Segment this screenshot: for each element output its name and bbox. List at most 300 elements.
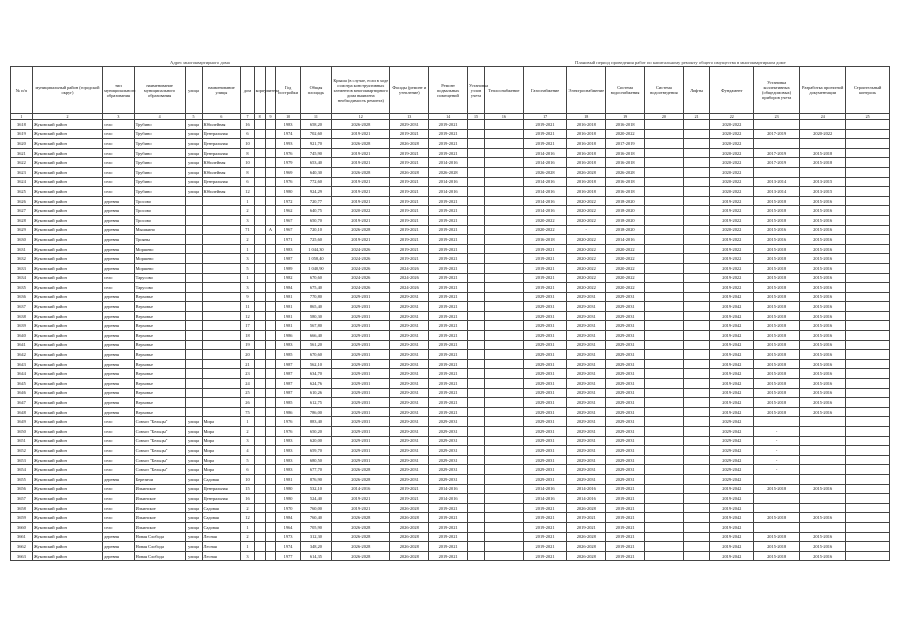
table-cell: 2029-2031 xyxy=(567,321,606,331)
table-cell: Мира xyxy=(202,446,241,456)
table-cell: Совхоз "Бельцы" xyxy=(134,427,185,437)
table-cell: 3647 xyxy=(11,398,33,408)
table-cell: 3642 xyxy=(11,350,33,360)
table-cell: 1 xyxy=(241,542,254,552)
table-cell xyxy=(484,129,523,139)
table-cell: деревня xyxy=(103,215,135,225)
table-cell: 2019-2042 xyxy=(710,484,754,494)
table-cell xyxy=(683,331,710,341)
table-cell: 12 xyxy=(241,513,254,523)
table-cell: 2029-2031 xyxy=(390,427,429,437)
table-cell: 2019-2021 xyxy=(429,532,468,542)
table-cell: 2029-2031 xyxy=(567,311,606,321)
table-cell: 677,70 xyxy=(300,465,332,475)
column-number: 12 xyxy=(332,114,390,120)
table-cell: Жуковский район xyxy=(32,465,102,475)
table-cell: 760,40 xyxy=(300,513,332,523)
table-cell: 2020-2022 xyxy=(567,196,606,206)
table-row xyxy=(11,369,890,379)
table-cell: 2019-2021 xyxy=(429,273,468,283)
table-row xyxy=(11,551,890,561)
table-cell xyxy=(800,494,846,504)
table-cell: улица xyxy=(185,417,202,427)
table-row xyxy=(11,340,890,350)
table-cell: 2019-2021 xyxy=(523,120,567,130)
table-body xyxy=(11,120,890,561)
table-cell xyxy=(467,398,484,408)
table-row xyxy=(11,398,890,408)
table-cell: 3633 xyxy=(11,263,33,273)
table-cell: 2015-2018 xyxy=(754,340,800,350)
table-cell: 2019-2021 xyxy=(390,494,429,504)
table-cell xyxy=(644,446,683,456)
table-cell xyxy=(754,474,800,484)
table-cell: 2029-2031 xyxy=(567,359,606,369)
table-cell xyxy=(265,263,276,273)
table-cell: 3631 xyxy=(11,244,33,254)
table-cell xyxy=(644,235,683,245)
table-cell: 2029-2031 xyxy=(523,465,567,475)
table-cell: село xyxy=(103,455,135,465)
table-cell: 2029-2042 xyxy=(710,474,754,484)
table-cell xyxy=(683,263,710,273)
table-cell: 2015-2016 xyxy=(800,321,846,331)
table-cell xyxy=(265,177,276,187)
table-cell: 2019-2021 xyxy=(429,542,468,552)
table-cell: 3639 xyxy=(11,321,33,331)
table-cell: 1987 xyxy=(276,369,300,379)
table-cell xyxy=(265,167,276,177)
table-cell xyxy=(846,139,890,149)
table-cell: 2026-2028 xyxy=(606,167,645,177)
table-cell xyxy=(265,350,276,360)
table-cell: Тарусово xyxy=(134,273,185,283)
table-cell: Совхоз "Бельцы" xyxy=(134,417,185,427)
table-cell xyxy=(467,465,484,475)
table-cell: Жуковский район xyxy=(32,369,102,379)
table-cell: 16 xyxy=(241,494,254,504)
table-row xyxy=(11,455,890,465)
table-cell: 2014-2016 xyxy=(523,484,567,494)
table-cell: Жуковский район xyxy=(32,244,102,254)
table-cell xyxy=(265,532,276,542)
table-cell: 1974 xyxy=(276,542,300,552)
table-cell xyxy=(644,522,683,532)
table-cell: 2026-2028 xyxy=(390,542,429,552)
table-cell xyxy=(484,494,523,504)
table-cell: Жуковский район xyxy=(32,263,102,273)
table-cell xyxy=(202,302,241,312)
table-cell: 2029-2042 xyxy=(710,417,754,427)
table-cell: Жуковский район xyxy=(32,215,102,225)
table-cell: 1983 xyxy=(276,455,300,465)
table-cell: Лесная xyxy=(202,532,241,542)
table-cell: 2019-2042 xyxy=(710,331,754,341)
table-cell xyxy=(846,551,890,561)
table-cell: деревня xyxy=(103,350,135,360)
table-cell xyxy=(254,273,265,283)
table-cell xyxy=(467,331,484,341)
table-cell xyxy=(484,522,523,532)
table-cell: Жуковский район xyxy=(32,321,102,331)
table-cell xyxy=(484,417,523,427)
table-cell: 2029-2031 xyxy=(332,417,390,427)
table-cell xyxy=(683,254,710,264)
table-cell: 2024-2026 xyxy=(332,283,390,293)
table-cell xyxy=(265,513,276,523)
table-cell: 2029-2031 xyxy=(332,340,390,350)
table-cell xyxy=(185,398,202,408)
table-cell xyxy=(202,340,241,350)
table-cell: 1964 xyxy=(276,522,300,532)
table-cell: 2019-2021 xyxy=(429,215,468,225)
table-cell: 2015-2018 xyxy=(754,484,800,494)
table-cell xyxy=(467,167,484,177)
column-header: Общая площадь xyxy=(300,67,332,114)
table-cell: село xyxy=(103,503,135,513)
table-cell xyxy=(202,388,241,398)
table-cell xyxy=(484,503,523,513)
table-cell: улица xyxy=(185,187,202,197)
table-cell: 2019-2021 xyxy=(429,148,468,158)
table-cell: 2026-2028 xyxy=(567,167,606,177)
table-cell: 2015-2016 xyxy=(800,292,846,302)
table-cell xyxy=(202,398,241,408)
table-cell xyxy=(254,244,265,254)
table-cell: 2029-2031 xyxy=(332,369,390,379)
table-cell xyxy=(644,292,683,302)
table-cell: 2026-2028 xyxy=(523,167,567,177)
table-cell: деревня xyxy=(103,263,135,273)
table-cell: деревня xyxy=(103,311,135,321)
column-number: 11 xyxy=(300,114,332,120)
table-cell: 2024-2026 xyxy=(332,273,390,283)
table-cell: 3626 xyxy=(11,196,33,206)
table-cell: Юбилейная xyxy=(202,187,241,197)
table-cell: 2 xyxy=(241,427,254,437)
table-cell xyxy=(683,215,710,225)
table-cell: 2015-2018 xyxy=(800,158,846,168)
table-cell: 2029-2031 xyxy=(332,455,390,465)
table-cell xyxy=(683,522,710,532)
table-cell xyxy=(202,196,241,206)
table-cell xyxy=(484,427,523,437)
table-cell xyxy=(467,235,484,245)
table-cell: 2026-2028 xyxy=(332,139,390,149)
table-cell: Жуковский район xyxy=(32,474,102,484)
table-cell: Жуковский район xyxy=(32,196,102,206)
table-cell: 1976 xyxy=(276,177,300,187)
table-cell xyxy=(644,129,683,139)
table-cell xyxy=(467,484,484,494)
table-cell: 2018-2020 xyxy=(606,225,645,235)
table-cell: деревня xyxy=(103,331,135,341)
table-cell: 2019-2021 xyxy=(606,503,645,513)
table-cell xyxy=(265,292,276,302)
table-cell xyxy=(254,187,265,197)
table-cell xyxy=(202,215,241,225)
table-row xyxy=(11,359,890,369)
table-cell: 1977 xyxy=(276,551,300,561)
table-cell xyxy=(254,292,265,302)
table-cell: 21 xyxy=(241,359,254,369)
table-cell xyxy=(467,503,484,513)
table-cell xyxy=(644,551,683,561)
table-cell: 2019-2042 xyxy=(710,551,754,561)
table-cell: Верховье xyxy=(134,359,185,369)
table-cell xyxy=(265,302,276,312)
table-cell: 2019-2021 xyxy=(523,283,567,293)
table-cell xyxy=(254,359,265,369)
table-cell: 1962 xyxy=(276,206,300,216)
column-number: 6 xyxy=(202,114,241,120)
table-cell: Центральная xyxy=(202,148,241,158)
table-cell xyxy=(683,187,710,197)
table-cell: 2016-2018 xyxy=(606,148,645,158)
table-cell xyxy=(265,254,276,264)
table-cell: 2015-2018 xyxy=(754,283,800,293)
table-cell: 2029-2042 xyxy=(710,446,754,456)
table-cell: 17 xyxy=(241,321,254,331)
table-cell: Жуковский район xyxy=(32,292,102,302)
table-cell: Жуковский район xyxy=(32,177,102,187)
column-header: Фасады (ремонт и утепление) xyxy=(390,67,429,114)
table-cell: 2016-2018 xyxy=(567,148,606,158)
column-header: корпус xyxy=(254,67,265,114)
table-cell: 2019-2021 xyxy=(523,139,567,149)
table-cell: 5 xyxy=(241,263,254,273)
table-cell: деревня xyxy=(103,340,135,350)
table-cell: Жуковский район xyxy=(32,225,102,235)
table-cell: Жуковский район xyxy=(32,158,102,168)
table-cell: 2015-2018 xyxy=(754,215,800,225)
table-cell xyxy=(202,369,241,379)
table-cell: Жуковский район xyxy=(32,187,102,197)
table-cell xyxy=(846,388,890,398)
table-row xyxy=(11,407,890,417)
table-cell: улица xyxy=(185,446,202,456)
table-cell: 2014-2016 xyxy=(429,484,468,494)
table-cell xyxy=(254,158,265,168)
table-cell xyxy=(467,359,484,369)
table-cell: 3645 xyxy=(11,379,33,389)
table-cell: 2029-2031 xyxy=(332,359,390,369)
table-cell: - xyxy=(754,427,800,437)
table-row xyxy=(11,427,890,437)
table-cell xyxy=(202,254,241,264)
table-cell: 2019-2021 xyxy=(390,254,429,264)
table-cell: 1983 xyxy=(276,446,300,456)
table-cell xyxy=(265,321,276,331)
table-cell: 12 xyxy=(241,187,254,197)
table-cell xyxy=(185,215,202,225)
table-cell: 2020-2022 xyxy=(710,225,754,235)
table-cell: 2014-2016 xyxy=(523,158,567,168)
table-cell: 2020-2022 xyxy=(710,139,754,149)
table-cell: 2026-2028 xyxy=(390,139,429,149)
column-header: Разработка проектной документации xyxy=(800,67,846,114)
table-cell xyxy=(467,427,484,437)
table-row xyxy=(11,331,890,341)
table-cell xyxy=(846,244,890,254)
table-cell: 2019-2021 xyxy=(429,311,468,321)
table-cell: 2024-2026 xyxy=(332,263,390,273)
table-cell: 2020-2022 xyxy=(567,206,606,216)
table-cell: 2019-2042 xyxy=(710,359,754,369)
table-cell: 2017-2019 xyxy=(754,129,800,139)
table-cell: 2029-2031 xyxy=(567,379,606,389)
table-cell: 2029-2042 xyxy=(710,427,754,437)
table-cell: 2019-2021 xyxy=(390,129,429,139)
table-cell xyxy=(644,484,683,494)
table-cell xyxy=(484,196,523,206)
table-cell: деревня xyxy=(103,254,135,264)
table-cell xyxy=(202,225,241,235)
table-cell: Мира xyxy=(202,455,241,465)
table-cell xyxy=(484,369,523,379)
table-cell xyxy=(683,350,710,360)
table-cell: 3 xyxy=(241,551,254,561)
table-cell: 1983 xyxy=(276,120,300,130)
table-cell xyxy=(467,292,484,302)
table-cell xyxy=(254,206,265,216)
table-cell: 2019-2021 xyxy=(429,369,468,379)
table-cell: Садовая xyxy=(202,503,241,513)
table-cell: Моршево xyxy=(134,263,185,273)
table-cell: 2029-2031 xyxy=(567,436,606,446)
table-cell xyxy=(467,379,484,389)
table-cell: 2026-2028 xyxy=(332,532,390,542)
table-cell: 3650 xyxy=(11,427,33,437)
table-cell: Центральная xyxy=(202,484,241,494)
table-cell xyxy=(185,311,202,321)
table-cell xyxy=(846,398,890,408)
table-cell xyxy=(467,148,484,158)
table-cell: 2019-2022 xyxy=(710,215,754,225)
table-cell: 2019-2022 xyxy=(710,206,754,216)
table-cell: 15 xyxy=(241,484,254,494)
column-header: Фундамент xyxy=(710,67,754,114)
table-cell: 680,50 xyxy=(300,455,332,465)
table-cell xyxy=(467,522,484,532)
table-cell: 2019-2042 xyxy=(710,407,754,417)
table-cell xyxy=(644,167,683,177)
table-cell: Жуковский район xyxy=(32,129,102,139)
table-cell: Жуковский район xyxy=(32,417,102,427)
table-cell xyxy=(644,139,683,149)
table-cell xyxy=(185,196,202,206)
table-cell: 562,10 xyxy=(300,359,332,369)
table-cell xyxy=(185,235,202,245)
table-cell xyxy=(185,302,202,312)
table-cell xyxy=(254,129,265,139)
table-cell: село xyxy=(103,484,135,494)
table-cell: Ильинское xyxy=(134,513,185,523)
table-cell: 2019-2042 xyxy=(710,398,754,408)
table-cell: 567,80 xyxy=(300,321,332,331)
table-cell: 2019-2021 xyxy=(390,225,429,235)
table-cell: 2029-2031 xyxy=(332,388,390,398)
table-cell: улица xyxy=(185,436,202,446)
table-cell: 2026-2028 xyxy=(332,522,390,532)
table-cell: 2026-2028 xyxy=(332,542,390,552)
table-cell xyxy=(265,503,276,513)
table-cell: 2029-2031 xyxy=(567,302,606,312)
table-cell: 1981 xyxy=(276,292,300,302)
column-number: 8 xyxy=(254,114,265,120)
table-cell: Верховье xyxy=(134,379,185,389)
table-row xyxy=(11,350,890,360)
table-cell: 20 xyxy=(241,350,254,360)
table-cell xyxy=(800,446,846,456)
table-cell: 71 xyxy=(241,225,254,235)
table-cell: 614,35 xyxy=(300,551,332,561)
table-cell: 2029-2031 xyxy=(606,340,645,350)
table-cell xyxy=(265,129,276,139)
table-cell: 2015-2016 xyxy=(800,407,846,417)
table-cell xyxy=(683,494,710,504)
table-cell xyxy=(644,398,683,408)
table-cell xyxy=(800,427,846,437)
table-cell xyxy=(644,417,683,427)
table-cell: Совхоз "Бельцы" xyxy=(134,436,185,446)
table-cell: 2029-2031 xyxy=(567,407,606,417)
table-cell xyxy=(265,139,276,149)
table-cell: Жуковский район xyxy=(32,446,102,456)
table-row xyxy=(11,417,890,427)
table-cell: 2029-2031 xyxy=(606,455,645,465)
table-cell: улица xyxy=(185,158,202,168)
table-cell: 2029-2031 xyxy=(390,331,429,341)
table-cell: Жуковский район xyxy=(32,532,102,542)
table-cell: 2015-2018 xyxy=(754,551,800,561)
table-cell: Совхоз "Бельцы" xyxy=(134,465,185,475)
table-cell: Лесная xyxy=(202,542,241,552)
table-cell xyxy=(644,494,683,504)
table-cell: 2019-2021 xyxy=(429,359,468,369)
table-cell xyxy=(846,532,890,542)
table-cell xyxy=(265,148,276,158)
table-cell: 1967 xyxy=(276,225,300,235)
table-cell: 2019-2042 xyxy=(710,503,754,513)
table-cell xyxy=(265,398,276,408)
address-note: Адрес многоквартирного дома xyxy=(170,60,230,65)
table-cell xyxy=(644,187,683,197)
table-cell: 1973 xyxy=(276,532,300,542)
table-cell: 2029-2031 xyxy=(332,292,390,302)
table-cell: 2015-2016 xyxy=(800,263,846,273)
table-cell xyxy=(484,359,523,369)
table-cell xyxy=(754,120,800,130)
table-cell: Тросово xyxy=(134,215,185,225)
table-cell xyxy=(683,148,710,158)
table-cell: 2019-2021 xyxy=(523,244,567,254)
table-cell xyxy=(484,311,523,321)
table-cell xyxy=(644,215,683,225)
table-cell xyxy=(683,542,710,552)
table-cell: 2020-2022 xyxy=(332,206,390,216)
table-cell: Трояны xyxy=(134,235,185,245)
column-number: 23 xyxy=(754,114,800,120)
table-cell: 2019-2021 xyxy=(606,494,645,504)
table-cell: 2014-2016 xyxy=(523,196,567,206)
table-cell xyxy=(644,474,683,484)
table-cell: 2029-2031 xyxy=(606,379,645,389)
table-cell xyxy=(254,263,265,273)
table-cell: село xyxy=(103,436,135,446)
table-cell xyxy=(265,196,276,206)
table-cell xyxy=(185,369,202,379)
